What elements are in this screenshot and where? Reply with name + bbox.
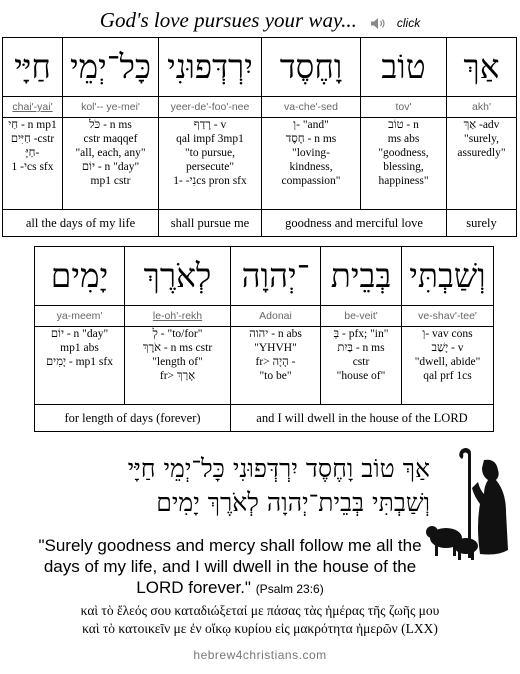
- parse-line: יָמִים - mp1 sfx: [46, 356, 113, 368]
- parse-line: kindness,: [289, 161, 333, 173]
- parse-line: יָשַׁב - v: [431, 342, 464, 354]
- hebrew-word: אַךְ: [447, 38, 517, 97]
- transliteration: kol'-- ye-mei': [63, 97, 159, 118]
- parse-line: חַיָּ-: [25, 147, 40, 159]
- parse-line: יוֹם - n "day": [81, 161, 140, 173]
- parse-line: ms abs: [387, 133, 420, 145]
- page-title: [0, 8, 520, 33]
- hebrew-word: בְּבֵית: [321, 247, 402, 306]
- transliteration: ya-meem': [35, 306, 125, 327]
- parse-line: נִי- -1cs pron sfx: [173, 175, 247, 187]
- parsing-cell: [262, 118, 361, 210]
- word-table-1: [2, 37, 517, 237]
- verse-reference: (Psalm 23:6): [255, 582, 324, 596]
- audio-click-link[interactable]: click: [396, 16, 421, 30]
- verse-english: [30, 535, 430, 600]
- parsing-cell: [63, 118, 159, 210]
- verse-english-text: "Surely goodness and mercy shall follow me all the days of my life, and I will dwell in the house of the LORD forever.": [38, 536, 422, 597]
- transliteration: yeer-de'-foo'-nee: [159, 97, 262, 118]
- parsing-cell: [159, 118, 262, 210]
- parse-line: fr> הָיָה -: [255, 356, 296, 368]
- verse-hebrew-line: וְשַׁבְתִּי בְּבֵית־יְהוָה לְאֹרֶךְ יָמִים: [156, 488, 430, 517]
- parse-line: טוֹב - n: [388, 119, 419, 131]
- parse-line: אֹרֶךְ - n ms cstr: [142, 342, 213, 354]
- parse-line: persecute": [185, 161, 235, 173]
- transliteration: be-veit': [321, 306, 402, 327]
- hebrew-word: וָחֶסֶד: [262, 38, 361, 97]
- site-footer[interactable]: hebrew4christians.com: [193, 648, 327, 662]
- word-table-2: [34, 246, 494, 432]
- parse-line: בַּיִת - n ms: [337, 342, 385, 354]
- parsing-cell: [231, 327, 321, 405]
- hebrew-word: וְשַׁבְתִּי: [402, 247, 494, 306]
- english-gloss: shall pursue me: [159, 210, 262, 237]
- parse-line: assuredly": [457, 147, 506, 159]
- shepherd-illustration: [426, 446, 516, 566]
- transliteration: akh': [447, 97, 517, 118]
- parsing-cell: [3, 118, 63, 210]
- english-gloss: and I will dwell in the house of the LORD: [231, 405, 494, 432]
- hebrew-word: חַיָּי: [3, 38, 63, 97]
- parse-line: "YHVH": [254, 342, 297, 354]
- speaker-icon[interactable]: [371, 18, 387, 29]
- parse-line: qal impf 3mp1: [176, 133, 244, 145]
- parsing-cell: [321, 327, 402, 405]
- parse-line: qal prf 1cs: [423, 370, 472, 382]
- transliteration: le-oh'-rekh: [125, 306, 231, 327]
- transliteration: ve-shav'-tee': [402, 306, 494, 327]
- parse-line: "all, each, any": [75, 147, 146, 159]
- lxx-line: καὶ τὸ ἔλεός σου καταδιώξεταί με πάσας τὰς ἡμέρας τῆς ζωῆς μου: [80, 603, 440, 618]
- parse-line: "to pursue,: [184, 147, 236, 159]
- parse-line: "dwell, abide": [414, 356, 481, 368]
- hebrew-word: טוֹב: [361, 38, 447, 97]
- parse-line: יוֹם - n "day": [50, 328, 109, 340]
- english-gloss: surely: [447, 210, 517, 237]
- hebrew-word: ־יְהוָה: [231, 247, 321, 306]
- hebrew-word: כָּל־יְמֵי: [63, 38, 159, 97]
- english-gloss: goodness and merciful love: [262, 210, 447, 237]
- parsing-cell: [447, 118, 517, 210]
- verse-hebrew: [0, 452, 430, 520]
- hebrew-word: יָמִים: [35, 247, 125, 306]
- parse-line: mp1 abs: [60, 342, 99, 354]
- parse-line: בְּ - pfx; "in": [333, 328, 389, 340]
- parse-line: blessing,: [383, 161, 424, 173]
- parse-line: וְ- vav cons: [422, 328, 473, 340]
- parse-line: כֹּל - n ms: [89, 119, 132, 131]
- parsing-cell: [125, 327, 231, 405]
- parse-line: "loving-: [292, 147, 330, 159]
- hebrew-word: לְאֹרֶךְ: [125, 247, 231, 306]
- parse-line: חֶסֶד - n ms: [285, 133, 337, 145]
- parse-line: וְ- "and": [293, 119, 329, 131]
- parse-line: חַי - n mp1: [8, 119, 57, 131]
- parsing-cell: [35, 327, 125, 405]
- parse-line: "length of": [152, 356, 203, 368]
- parse-line: happiness": [378, 175, 429, 187]
- parse-line: compassion": [281, 175, 341, 187]
- parsing-cell: [402, 327, 494, 405]
- verse-hebrew-line: אַךְ טוֹב וָחֶסֶד יִרְדְּפוּנִי כָּל־יְמֵי חַיָּי: [127, 454, 430, 483]
- transliteration: va-che'-sed: [262, 97, 361, 118]
- parse-line: cstr maqqef: [83, 133, 138, 145]
- parse-line: י- 1cs sfx: [11, 161, 54, 173]
- parse-line: חַיִּים -cstr: [10, 133, 55, 145]
- english-gloss: all the days of my life: [3, 210, 159, 237]
- transliteration: Adonai: [231, 306, 321, 327]
- parse-line: cstr: [352, 356, 370, 368]
- lxx-line: καὶ τὸ κατοικεῖν με ἐν οἴκῳ κυρίου εἰς μακρότητα ἡμερῶν (LXX): [82, 621, 438, 636]
- english-gloss: for length of days (forever): [35, 405, 231, 432]
- parse-line: fr> אָרַךְ: [159, 370, 196, 382]
- transliteration: chai'-yai': [3, 97, 63, 118]
- transliteration: tov': [361, 97, 447, 118]
- parse-line: "to be": [259, 370, 292, 382]
- parse-line: אַךְ -adv: [463, 119, 500, 131]
- lxx-greek: [0, 602, 520, 638]
- parse-line: לְ - "to/for": [152, 328, 203, 340]
- parse-line: mp1 cstr: [90, 175, 131, 187]
- parsing-cell: [361, 118, 447, 210]
- title-text: God's love pursues your way...: [99, 8, 357, 32]
- parse-line: יהוה - n abs: [249, 328, 302, 340]
- parse-line: רָדַף - v: [193, 119, 227, 131]
- parse-line: "house of": [336, 370, 386, 382]
- parse-line: "goodness,: [378, 147, 429, 159]
- hebrew-word: יִרְדְּפוּנִי: [159, 38, 262, 97]
- parse-line: "surely,: [464, 133, 499, 145]
